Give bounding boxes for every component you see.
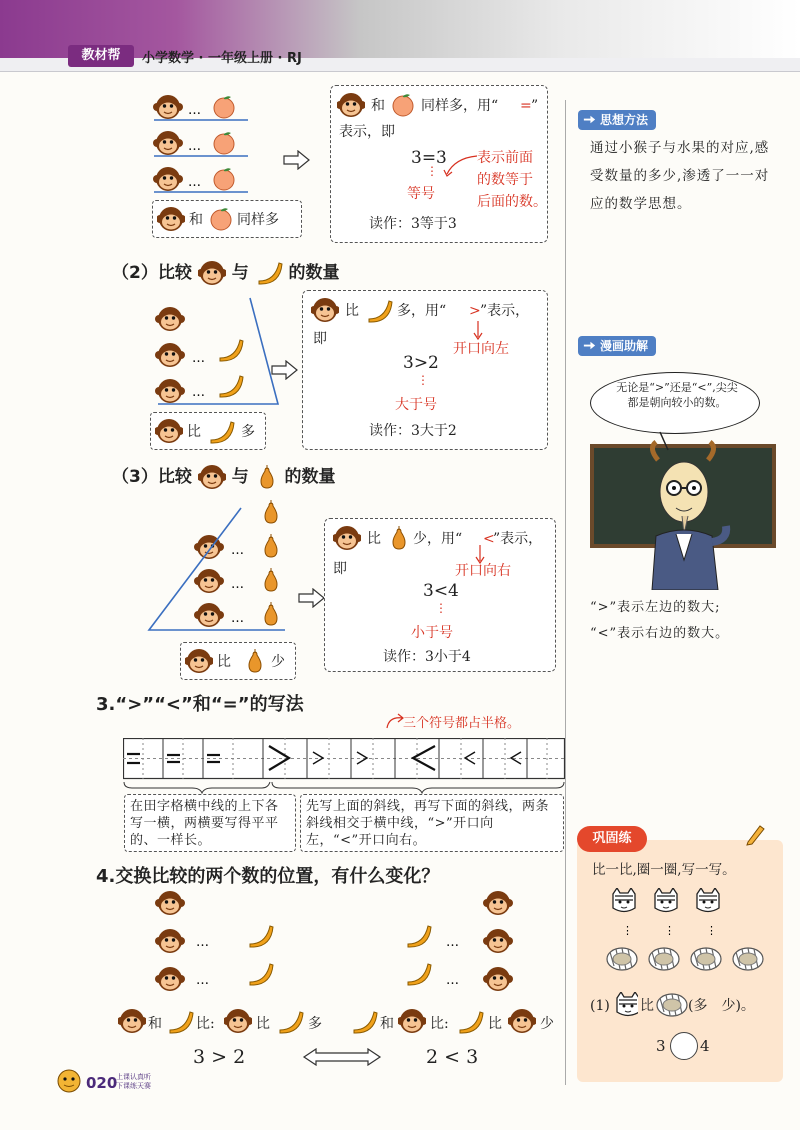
swap-left-figure <box>150 886 280 1000</box>
writing-desc-right-box <box>300 794 564 852</box>
banana-icon <box>456 1008 484 1036</box>
shao-text: 少 <box>271 654 285 670</box>
section2-title <box>112 258 340 287</box>
peach-icon <box>214 96 234 118</box>
sign-name: 大于号 <box>395 397 437 413</box>
title-part: 与 <box>231 263 249 283</box>
equal-symbol: = <box>520 98 532 114</box>
line2-text: 即 <box>333 561 347 577</box>
mascot-icon <box>52 1066 86 1096</box>
monkey-icon <box>194 603 224 627</box>
dotted-connector: ⋮ <box>417 373 429 387</box>
note-line1: 表示前面 <box>477 150 533 166</box>
pencil-icon <box>744 822 766 846</box>
read-text: 读作：3大于2 <box>369 423 457 439</box>
cat-icon <box>697 888 719 912</box>
equal-label-box <box>152 200 302 238</box>
and-text: 和 <box>380 1016 394 1032</box>
less-explain-box <box>324 518 556 672</box>
slogan-line1: 上课认真听 <box>116 1073 151 1081</box>
cat-icon <box>655 888 677 912</box>
peach-icon <box>391 92 417 120</box>
bi-text: 比 <box>187 424 201 440</box>
brand-label: 教材帮 <box>68 45 134 67</box>
writing-desc-left-box <box>124 794 296 852</box>
arrow-right-icon <box>297 588 327 608</box>
half-grid-note: 三个符号都占半格。 <box>403 716 521 731</box>
swap-title: 4.交换比较的两个数的位置，有什么变化？ <box>96 866 440 887</box>
bi-text: 比 <box>256 1016 270 1032</box>
bi-text: 比 <box>640 998 654 1014</box>
peach-icon <box>214 132 234 154</box>
peach-icon <box>214 168 234 190</box>
arrow-right-icon <box>270 360 300 380</box>
method-text: 通过小猴子与水果的对应,感受数量的多少,渗透了一一对应的数学思想。 <box>590 140 770 212</box>
monkey-icon <box>155 307 185 331</box>
monkey-icon <box>153 167 183 191</box>
title-part: 的数量 <box>284 467 336 487</box>
hand-pointer-icon <box>582 112 597 127</box>
fish-icon <box>691 948 721 970</box>
svg-text:⋮: ⋮ <box>664 924 675 937</box>
greater-figure <box>150 296 290 406</box>
greater-explain-box <box>302 290 548 450</box>
banana-icon <box>207 418 235 446</box>
monkey-icon <box>483 967 513 991</box>
red-arrow-down <box>473 321 483 341</box>
fish-icon <box>649 948 679 970</box>
svg-text:⋮: ⋮ <box>706 924 717 937</box>
svg-text:…: … <box>196 973 209 988</box>
banana-icon <box>365 297 393 325</box>
cat-icon <box>613 888 635 912</box>
sign-name: 小于号 <box>411 625 453 641</box>
swap-right-sentence <box>350 1008 570 1038</box>
pear-icon <box>387 524 411 552</box>
subject-label: 小学数学 · 一年级上册 · RJ <box>142 51 302 66</box>
line1-text: 同样多，用“ <box>421 98 499 114</box>
svg-text:…: … <box>446 973 459 988</box>
pear-icon <box>265 602 277 625</box>
monkey-icon <box>157 206 185 234</box>
rule-greater: “>”表示左边的数大; <box>590 600 721 615</box>
tianzige-grid <box>123 738 565 780</box>
monkey-icon <box>155 891 185 915</box>
swap-left-sentence <box>118 1008 338 1038</box>
comic-tag <box>578 336 656 356</box>
duo-text: 多 <box>308 1016 322 1032</box>
less-expression: 3<4 <box>423 581 459 601</box>
monkey-icon <box>155 929 185 953</box>
line1-close: ”表示， <box>480 303 530 319</box>
footer-slogan <box>116 1073 151 1091</box>
less-label-box <box>180 642 296 680</box>
monkey-icon <box>311 297 339 325</box>
swap-right-figure <box>400 886 530 1000</box>
cat-icon <box>614 992 638 1018</box>
monkey-icon <box>155 379 185 403</box>
less-symbol: < <box>483 531 495 547</box>
monkey-icon <box>153 95 183 119</box>
grid-brace <box>122 780 566 794</box>
bi-label: 比: <box>196 1016 215 1032</box>
column-divider <box>565 100 566 1085</box>
read-text: 读作：3小于4 <box>383 649 471 665</box>
and-text: 和 <box>148 1016 162 1032</box>
monkey-icon <box>153 131 183 155</box>
svg-text:⋮: ⋮ <box>622 924 633 937</box>
monkey-icon <box>185 648 213 676</box>
monkey-icon <box>398 1008 426 1036</box>
answer-circle[interactable] <box>670 1032 698 1060</box>
duo-text: 多 <box>241 424 255 440</box>
open-left-note: 开口向左 <box>453 341 509 357</box>
line1-bi: 比 <box>345 303 359 319</box>
monkey-icon <box>198 464 226 490</box>
goat-teacher-illustration <box>588 430 778 590</box>
svg-text:…: … <box>192 351 205 366</box>
line1-text: 多，用“ <box>397 303 447 319</box>
hand-pointer-icon <box>582 338 597 353</box>
dotted-connector: ⋮ <box>426 164 438 178</box>
question-number: (1) <box>590 998 610 1014</box>
title-part: 与 <box>231 467 249 487</box>
less-figure <box>145 496 295 636</box>
slogan-line2: 下课练天赛 <box>116 1082 151 1090</box>
equal-explain-box <box>330 85 548 243</box>
monkey-icon <box>224 1008 252 1036</box>
writing-desc-right: 先写上面的斜线，再写下面的斜线，两条斜线相交于横中线，“>”开口向左，“<”开口向右。 <box>306 799 550 848</box>
choice-text[interactable]: (多 少)。 <box>688 998 755 1014</box>
page-number: 020 <box>86 1074 118 1092</box>
monkey-icon <box>483 891 513 915</box>
bi-text: 比 <box>217 654 231 670</box>
banana-icon <box>408 964 431 985</box>
note-line2: 的数等于 <box>477 172 533 188</box>
line1-bi: 比 <box>367 531 381 547</box>
title-part: （2）比较 <box>112 263 192 283</box>
monkey-icon <box>337 92 365 120</box>
svg-text:…: … <box>188 175 201 190</box>
note-line3: 后面的数。 <box>477 194 547 210</box>
read-text: 读作：3等于3 <box>369 216 457 232</box>
svg-text:…: … <box>196 935 209 950</box>
monkey-icon <box>155 967 185 991</box>
monkey-icon <box>155 343 185 367</box>
greater-expression: 3>2 <box>403 353 439 373</box>
fish-icon <box>656 992 690 1018</box>
monkey-icon <box>118 1008 146 1036</box>
banana-icon <box>255 259 283 287</box>
monkey-icon <box>194 569 224 593</box>
bi-label: 比: <box>430 1016 449 1032</box>
pear-icon <box>255 463 279 491</box>
right-expression: 2 < 3 <box>426 1046 479 1068</box>
practice-instruction: 比一比,圈一圈,写一写。 <box>592 862 736 878</box>
svg-text:…: … <box>231 543 244 558</box>
speech-bubble <box>590 372 760 434</box>
svg-text:…: … <box>446 935 459 950</box>
equal-pairs-figure <box>150 90 260 200</box>
banana-icon <box>250 964 273 985</box>
svg-text:…: … <box>188 103 201 118</box>
line1-text: 少，用“ <box>413 531 463 547</box>
banana-icon <box>408 926 431 947</box>
svg-text:…: … <box>231 577 244 592</box>
fish-icon <box>733 948 763 970</box>
banana-icon <box>276 1008 304 1036</box>
title-part: 的数量 <box>288 263 340 283</box>
pear-icon <box>243 647 267 675</box>
left-expression: 3 > 2 <box>193 1046 246 1068</box>
banana-icon <box>220 340 243 361</box>
banana-icon <box>350 1008 378 1036</box>
section3-title <box>112 462 336 491</box>
banana-icon <box>166 1008 194 1036</box>
comic-tag-label: 漫画助解 <box>600 339 649 353</box>
bi-text: 比 <box>488 1016 502 1032</box>
monkey-icon <box>508 1008 536 1036</box>
method-tag-label: 思想方法 <box>600 113 649 127</box>
line1-and: 和 <box>371 98 385 114</box>
fish-icon <box>607 948 637 970</box>
practice-question <box>590 990 780 1020</box>
monkey-icon <box>198 260 226 286</box>
equal-expression: 3=3 <box>411 148 447 168</box>
pear-icon <box>265 534 277 557</box>
banana-icon <box>250 926 273 947</box>
rule-less: “<”表示右边的数大。 <box>590 626 730 641</box>
pointer-arrow <box>443 152 479 182</box>
peach-icon <box>209 206 235 234</box>
monkey-icon <box>155 418 183 446</box>
writing-desc-left: 在田字格横中线的上下各写一横，两横要写得平平的、一样长。 <box>130 799 279 848</box>
writing-title: 3.“>”“<”和“=”的写法 <box>96 694 304 715</box>
greater-label-box <box>150 412 266 450</box>
red-pointer <box>385 712 405 732</box>
double-arrow-icon <box>302 1048 382 1066</box>
practice-tag: 巩固练 <box>577 826 647 852</box>
shao-text: 少 <box>540 1016 554 1032</box>
and-text: 和 <box>189 212 203 228</box>
pear-icon <box>265 568 277 591</box>
bubble-text: 无论是“>”还是“<”,尖尖都是朝向较小的数。 <box>616 381 738 409</box>
monkey-icon <box>333 525 361 553</box>
line1-close: ” <box>531 98 539 114</box>
line2-text: 即 <box>313 331 327 347</box>
line1-close: ”表示， <box>493 531 543 547</box>
monkey-icon <box>194 535 224 559</box>
line2-text: 表示，即 <box>339 124 395 140</box>
svg-text:…: … <box>192 385 205 400</box>
sign-name: 等号 <box>407 186 435 202</box>
same-text: 同样多 <box>237 212 279 228</box>
arrow-right-icon <box>282 150 312 170</box>
right-number: 4 <box>700 1037 710 1055</box>
cats-fish-figure <box>600 888 770 982</box>
banana-icon <box>220 376 243 397</box>
dotted-connector: ⋮ <box>435 601 447 615</box>
left-number: 3 <box>656 1037 666 1055</box>
open-right-note: 开口向右 <box>455 563 511 579</box>
svg-text:…: … <box>231 611 244 626</box>
method-tag <box>578 110 656 130</box>
svg-text:…: … <box>188 139 201 154</box>
greater-symbol: > <box>469 303 481 319</box>
monkey-icon <box>483 929 513 953</box>
title-part: （3）比较 <box>112 467 192 487</box>
pear-icon <box>265 500 277 523</box>
